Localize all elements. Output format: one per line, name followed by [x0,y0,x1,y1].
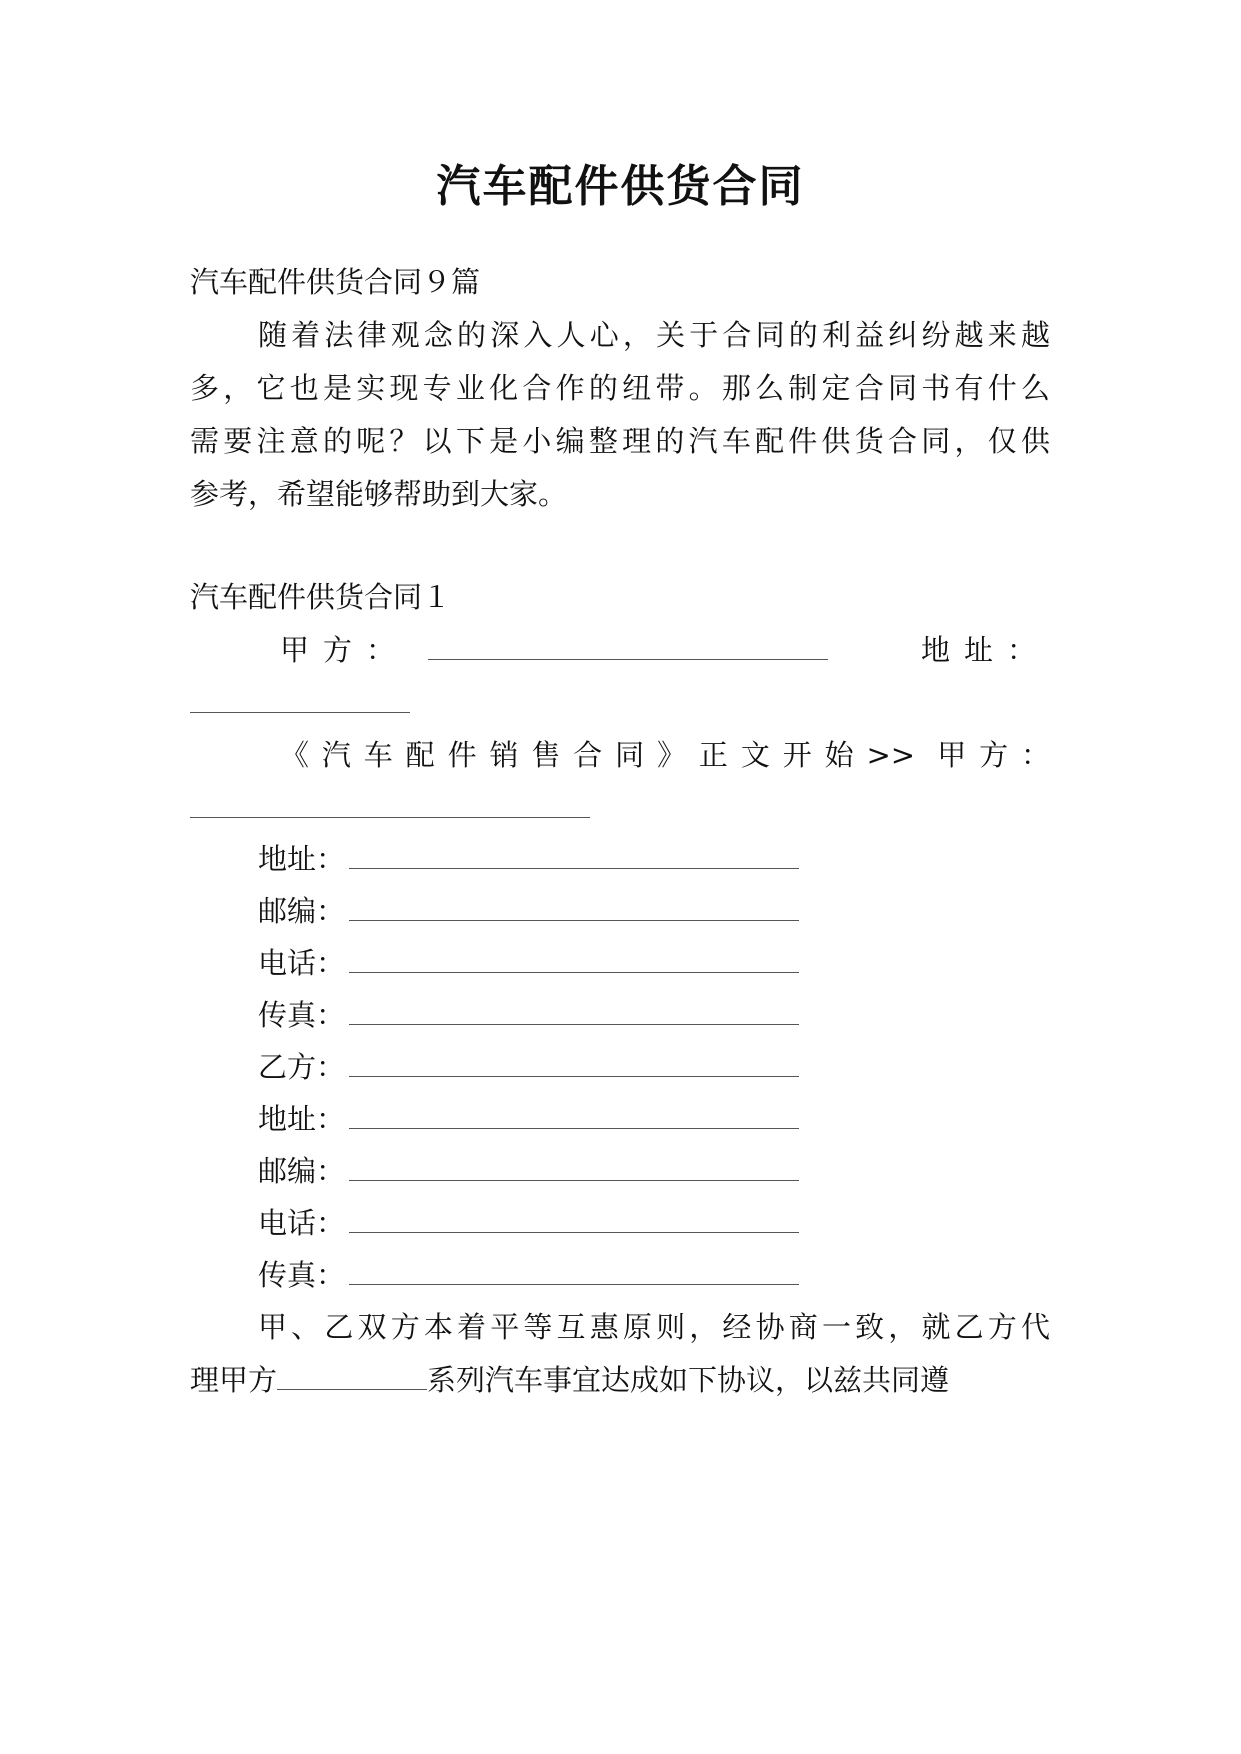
series-blank [277,1369,427,1390]
field-blank [349,1160,799,1181]
collection-subtitle: 汽车配件供货合同９篇 [190,265,481,299]
field-blank [349,848,799,869]
field-label: 乙方： [258,1050,346,1084]
section-heading: 汽车配件供货合同１ [190,580,452,614]
field-blank [349,1056,799,1077]
field-label: 邮编： [258,894,346,928]
field-row [258,882,799,940]
party-a-name-blank [190,797,590,818]
field-label: 传真： [258,1258,346,1292]
field-row [258,1038,799,1096]
field-label: 电话： [258,946,346,980]
field-label: 传真： [258,998,346,1032]
field-label: 电话： [258,1206,346,1240]
address-blank [190,692,410,713]
field-row [258,986,799,1044]
field-blank [349,900,799,921]
field-row [258,1246,799,1304]
field-label: 地址： [258,1102,346,1136]
closing-line-2 [190,1351,1050,1409]
field-label: 邮编： [258,1154,346,1188]
field-row [258,1090,799,1148]
field-row [258,934,799,992]
body-start-line: 《汽车配件销售合同》正文开始>> 甲方： [280,738,1050,772]
intro-line-1: 随着法律观念的深入人心，关于合同的利益纠纷越来越 [258,318,1050,352]
address-label: 地址： [920,633,1050,667]
field-row [258,830,799,888]
party-a-label: 甲方： [280,633,410,667]
field-row [258,1142,799,1200]
document-title: 汽车配件供货合同 [436,161,805,212]
field-blank [349,952,799,973]
field-blank [349,1004,799,1025]
field-row [258,1194,799,1252]
closing-line-1: 甲、乙双方本着平等互惠原则，经协商一致，就乙方代 [258,1310,1050,1344]
closing-line-2-prefix: 理甲方 [190,1363,278,1397]
intro-line-2: 多，它也是实现专业化合作的纽带。那么制定合同书有什么 [190,371,1050,405]
field-blank [349,1212,799,1233]
closing-line-2-suffix: 系列汽车事宜达成如下协议，以兹共同遵 [427,1363,950,1397]
field-blank [349,1108,799,1129]
intro-line-4: 参考，希望能够帮助到大家。 [190,477,568,511]
intro-line-3: 需要注意的呢？以下是小编整理的汽车配件供货合同，仅供 [190,424,1050,458]
party-a-blank [428,639,828,660]
party-a-name-blank-row [190,779,1050,837]
field-label: 地址： [258,842,346,876]
party-a-row [280,621,1050,679]
field-blank [349,1264,799,1285]
address-blank-row [190,674,1050,732]
